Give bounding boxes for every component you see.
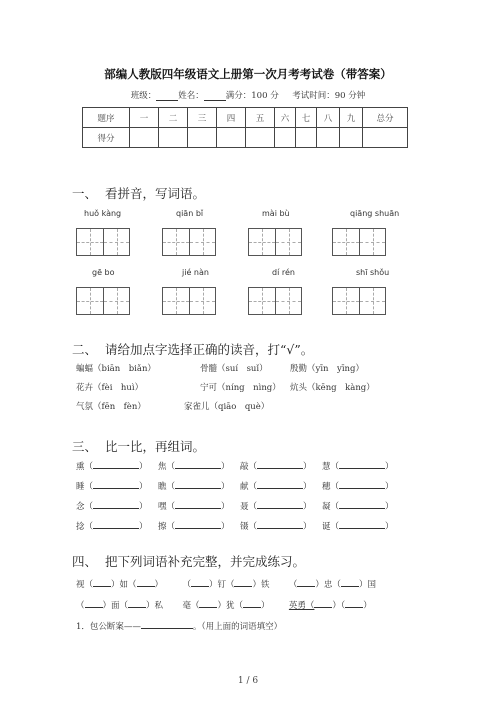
question-1 xyxy=(76,620,282,632)
word-blank[interactable] xyxy=(93,480,139,489)
compare-char: 穗 xyxy=(322,482,331,492)
compare-item xyxy=(240,500,312,512)
word-blank[interactable] xyxy=(175,520,221,529)
paren-open: （ xyxy=(84,502,94,512)
question-text: 。（用上面的词语填空） xyxy=(192,622,283,632)
score-input-cell[interactable] xyxy=(217,128,246,148)
idiom-text: （ xyxy=(76,601,85,611)
compare-char: 擦 xyxy=(158,522,167,532)
class-blank xyxy=(156,91,178,101)
paren-close: ） xyxy=(303,462,312,472)
writing-box[interactable] xyxy=(76,287,130,315)
compare-char: 凝 xyxy=(322,502,331,512)
idiom-text: 英勇（ xyxy=(288,601,315,611)
item-options[interactable]: （yīn yīng） xyxy=(307,364,364,374)
item-options[interactable]: （kēng kàng） xyxy=(307,383,375,393)
idiom-blank[interactable] xyxy=(297,578,315,587)
item-options[interactable]: （biān biǎn） xyxy=(93,364,156,374)
paren-open: （ xyxy=(166,502,176,512)
paren-close: ） xyxy=(385,502,394,512)
compare-item xyxy=(322,460,394,472)
answer-blank[interactable] xyxy=(141,620,193,629)
section-4-heading xyxy=(72,552,305,570)
score-cell: 三 xyxy=(188,108,217,128)
word-blank[interactable] xyxy=(339,460,385,469)
score-cell: 六 xyxy=(275,108,296,128)
section-2-heading xyxy=(72,340,313,358)
writing-box[interactable] xyxy=(332,228,386,256)
paren-open: （ xyxy=(330,522,340,532)
paren-open: （ xyxy=(84,462,94,472)
word-blank[interactable] xyxy=(93,500,139,509)
idiom-text: ）面（ xyxy=(102,601,129,611)
score-input-cell[interactable] xyxy=(296,128,317,148)
item-options[interactable]: （fèi huì） xyxy=(93,383,144,393)
score-cell: 总分 xyxy=(363,108,408,128)
compare-item xyxy=(76,520,148,532)
item-word: 宁可 xyxy=(200,383,218,393)
score-cell: 七 xyxy=(296,108,317,128)
item-word: 气氛 xyxy=(76,402,94,412)
idiom-text: 视（ xyxy=(76,580,94,590)
pronunciation-item xyxy=(290,381,375,393)
idiom-text: ）忠（ xyxy=(315,580,341,590)
idiom xyxy=(182,580,269,590)
pinyin-label: huǒ kàng xyxy=(84,209,122,218)
idiom-blank[interactable] xyxy=(191,578,209,587)
idiom-text: （ xyxy=(182,580,191,590)
score-row-label: 得分 xyxy=(83,128,130,148)
paren-close: ） xyxy=(139,462,148,472)
item-word: 花卉 xyxy=(76,383,94,393)
compare-char: 慧 xyxy=(322,462,331,472)
idiom-text: 毫（ xyxy=(182,601,200,611)
pinyin-label: qiān bǐ xyxy=(176,209,204,218)
pinyin-label: mài bù xyxy=(262,209,290,218)
idiom-text: ）钉（ xyxy=(208,580,235,590)
score-table-header-row xyxy=(83,108,408,128)
paren-open: （ xyxy=(330,462,340,472)
score-input-cell[interactable] xyxy=(363,128,408,148)
word-blank[interactable] xyxy=(257,460,303,469)
compare-item xyxy=(158,520,230,532)
pronunciation-item xyxy=(76,381,143,393)
page-number: 1 / 6 xyxy=(237,676,259,686)
compare-item xyxy=(322,520,394,532)
word-blank[interactable] xyxy=(339,520,385,529)
compare-item xyxy=(76,500,148,512)
compare-item xyxy=(322,500,394,512)
score-input-cell[interactable] xyxy=(340,128,363,148)
class-label: 班级： xyxy=(130,91,157,101)
word-blank[interactable] xyxy=(93,460,139,469)
idiom-blank[interactable] xyxy=(93,578,111,587)
section-number: 四、 xyxy=(72,554,98,569)
idiom-text: ）铁 xyxy=(252,580,270,590)
item-word: 殷勤 xyxy=(290,364,308,374)
pronunciation-item xyxy=(200,381,281,393)
writing-box[interactable] xyxy=(248,287,302,315)
idiom-line-1 xyxy=(76,578,376,590)
paren-close: ） xyxy=(221,482,230,492)
idiom-text: （ xyxy=(288,580,298,590)
name-blank xyxy=(204,91,226,101)
compare-item xyxy=(240,460,312,472)
score-input-cell[interactable] xyxy=(159,128,188,148)
writing-box[interactable] xyxy=(162,228,216,256)
compare-char: 焦 xyxy=(158,462,167,472)
pinyin-label: dí rén xyxy=(272,268,295,277)
paren-close: ） xyxy=(303,522,312,532)
compare-char: 敲 xyxy=(240,462,249,472)
paren-close: ） xyxy=(385,522,394,532)
compare-char: 瞧 xyxy=(158,482,167,492)
score-cell: 题序 xyxy=(83,108,130,128)
paren-close: ） xyxy=(221,522,230,532)
compare-char: 镊 xyxy=(240,522,249,532)
idiom-text: ） xyxy=(154,580,164,590)
idiom-blank[interactable] xyxy=(341,578,359,587)
exam-info-line xyxy=(0,89,496,101)
idiom-blank[interactable] xyxy=(243,599,261,608)
section-title: 请给加点字选择正确的读音，打“√”。 xyxy=(104,342,314,357)
item-options[interactable]: （qiāo què） xyxy=(209,402,270,412)
pinyin-label: jié nàn xyxy=(182,268,209,277)
score-cell: 九 xyxy=(340,108,363,128)
section-title: 把下列词语补充完整，并完成练习。 xyxy=(104,554,305,569)
pronunciation-item xyxy=(76,400,146,412)
idiom-text: ）私 xyxy=(146,601,164,611)
score-cell: 八 xyxy=(317,108,340,128)
compare-item xyxy=(76,480,148,492)
item-options[interactable]: （suí suǐ） xyxy=(217,364,268,374)
idiom-text: ）国 xyxy=(358,580,376,590)
paren-open: （ xyxy=(330,482,340,492)
pinyin-label: gē bo xyxy=(92,268,115,277)
exam-time: 考试时间：90 分钟 xyxy=(292,91,366,101)
paren-open: （ xyxy=(248,462,258,472)
word-blank[interactable] xyxy=(339,500,385,509)
full-score: 满分：100 分 xyxy=(225,91,279,101)
compare-item xyxy=(322,480,394,492)
compare-char: 嘿 xyxy=(158,502,167,512)
score-input-cell[interactable] xyxy=(246,128,275,148)
idiom-line-2 xyxy=(76,599,372,611)
idiom xyxy=(76,601,163,611)
name-label: 姓名： xyxy=(178,91,204,101)
idiom-blank[interactable] xyxy=(137,578,155,587)
compare-item xyxy=(240,480,312,492)
paren-close: ） xyxy=(385,462,394,472)
writing-box[interactable] xyxy=(162,287,216,315)
question-text: 1．包公断案—— xyxy=(76,622,141,632)
page-title: 部编人教版四年级语文上册第一次月考考试卷（带答案） xyxy=(104,67,392,81)
paren-open: （ xyxy=(330,502,340,512)
idiom-blank[interactable] xyxy=(85,599,103,608)
paren-close: ） xyxy=(303,482,312,492)
idiom xyxy=(289,601,372,611)
compare-item xyxy=(158,480,230,492)
score-input-cell[interactable] xyxy=(317,128,340,148)
compare-item xyxy=(240,520,312,532)
score-cell: 一 xyxy=(130,108,159,128)
idiom xyxy=(289,580,376,590)
pronunciation-item xyxy=(200,362,268,374)
compare-char: 捻 xyxy=(76,522,85,532)
paren-close: ） xyxy=(303,502,312,512)
pronunciation-item xyxy=(290,362,364,374)
word-blank[interactable] xyxy=(257,480,303,489)
compare-item xyxy=(76,460,148,472)
pronunciation-item xyxy=(184,400,269,412)
compare-char: 诞 xyxy=(322,522,331,532)
score-input-cell[interactable] xyxy=(188,128,217,148)
idiom-blank[interactable] xyxy=(128,599,146,608)
idiom-text: ）如（ xyxy=(111,580,137,590)
item-word: 蝙蝠 xyxy=(76,364,94,374)
paren-close: ） xyxy=(385,482,394,492)
section-3-heading xyxy=(72,437,205,455)
paren-open: （ xyxy=(166,482,176,492)
compare-char: 熏 xyxy=(76,462,85,472)
section-number: 三、 xyxy=(72,439,98,454)
idiom-text: ）（ xyxy=(332,601,346,611)
paren-open: （ xyxy=(166,462,176,472)
idiom-blank[interactable] xyxy=(345,599,363,608)
paren-open: （ xyxy=(248,522,258,532)
word-blank[interactable] xyxy=(93,520,139,529)
pinyin-label: shī shǒu xyxy=(356,268,390,277)
score-table xyxy=(82,107,408,148)
item-word: 家雀儿 xyxy=(184,402,210,412)
paren-open: （ xyxy=(84,522,94,532)
section-1-heading xyxy=(72,184,205,202)
section-title: 比一比，再组词。 xyxy=(104,439,205,454)
item-options[interactable]: （fēn fèn） xyxy=(93,402,146,412)
score-cell: 五 xyxy=(246,108,275,128)
item-options[interactable]: （níng nìng） xyxy=(217,383,281,393)
pinyin-label: qiāng shuān xyxy=(350,209,400,218)
section-number: 一、 xyxy=(72,186,98,201)
idiom-text: ） xyxy=(363,601,372,611)
idiom-text: ）犹（ xyxy=(217,601,243,611)
compare-item xyxy=(158,500,230,512)
writing-box[interactable] xyxy=(76,228,130,256)
paren-close: ） xyxy=(139,522,148,532)
word-blank[interactable] xyxy=(175,460,221,469)
writing-box[interactable] xyxy=(248,228,302,256)
paren-close: ） xyxy=(139,502,148,512)
paren-open: （ xyxy=(84,482,94,492)
score-cell: 二 xyxy=(159,108,188,128)
compare-char: 睡 xyxy=(76,482,85,492)
paren-close: ） xyxy=(221,502,230,512)
word-blank[interactable] xyxy=(339,480,385,489)
item-word: 骨髓 xyxy=(200,364,218,374)
paren-open: （ xyxy=(248,502,258,512)
compare-char: 念 xyxy=(76,502,85,512)
paren-close: ） xyxy=(139,482,148,492)
score-input-cell[interactable] xyxy=(275,128,296,148)
paren-open: （ xyxy=(248,482,258,492)
idiom xyxy=(76,580,163,590)
section-number: 二、 xyxy=(72,342,98,357)
idiom-blank[interactable] xyxy=(199,599,217,608)
score-cell: 四 xyxy=(217,108,246,128)
section-title: 看拼音，写词语。 xyxy=(104,186,205,201)
word-blank[interactable] xyxy=(257,520,303,529)
paren-close: ） xyxy=(221,462,230,472)
score-table-score-row xyxy=(83,128,408,148)
score-input-cell[interactable] xyxy=(130,128,159,148)
idiom-text: ） xyxy=(260,601,270,611)
word-blank[interactable] xyxy=(175,480,221,489)
idiom xyxy=(182,601,269,611)
compare-item xyxy=(158,460,230,472)
writing-box[interactable] xyxy=(332,287,386,315)
pronunciation-item xyxy=(76,362,156,374)
compare-char: 献 xyxy=(240,482,249,492)
word-blank[interactable] xyxy=(175,500,221,509)
idiom-blank[interactable] xyxy=(314,599,332,608)
idiom-blank[interactable] xyxy=(234,578,252,587)
compare-char: 聂 xyxy=(240,502,249,512)
word-blank[interactable] xyxy=(257,500,303,509)
item-word: 炕头 xyxy=(290,383,308,393)
paren-open: （ xyxy=(166,522,176,532)
